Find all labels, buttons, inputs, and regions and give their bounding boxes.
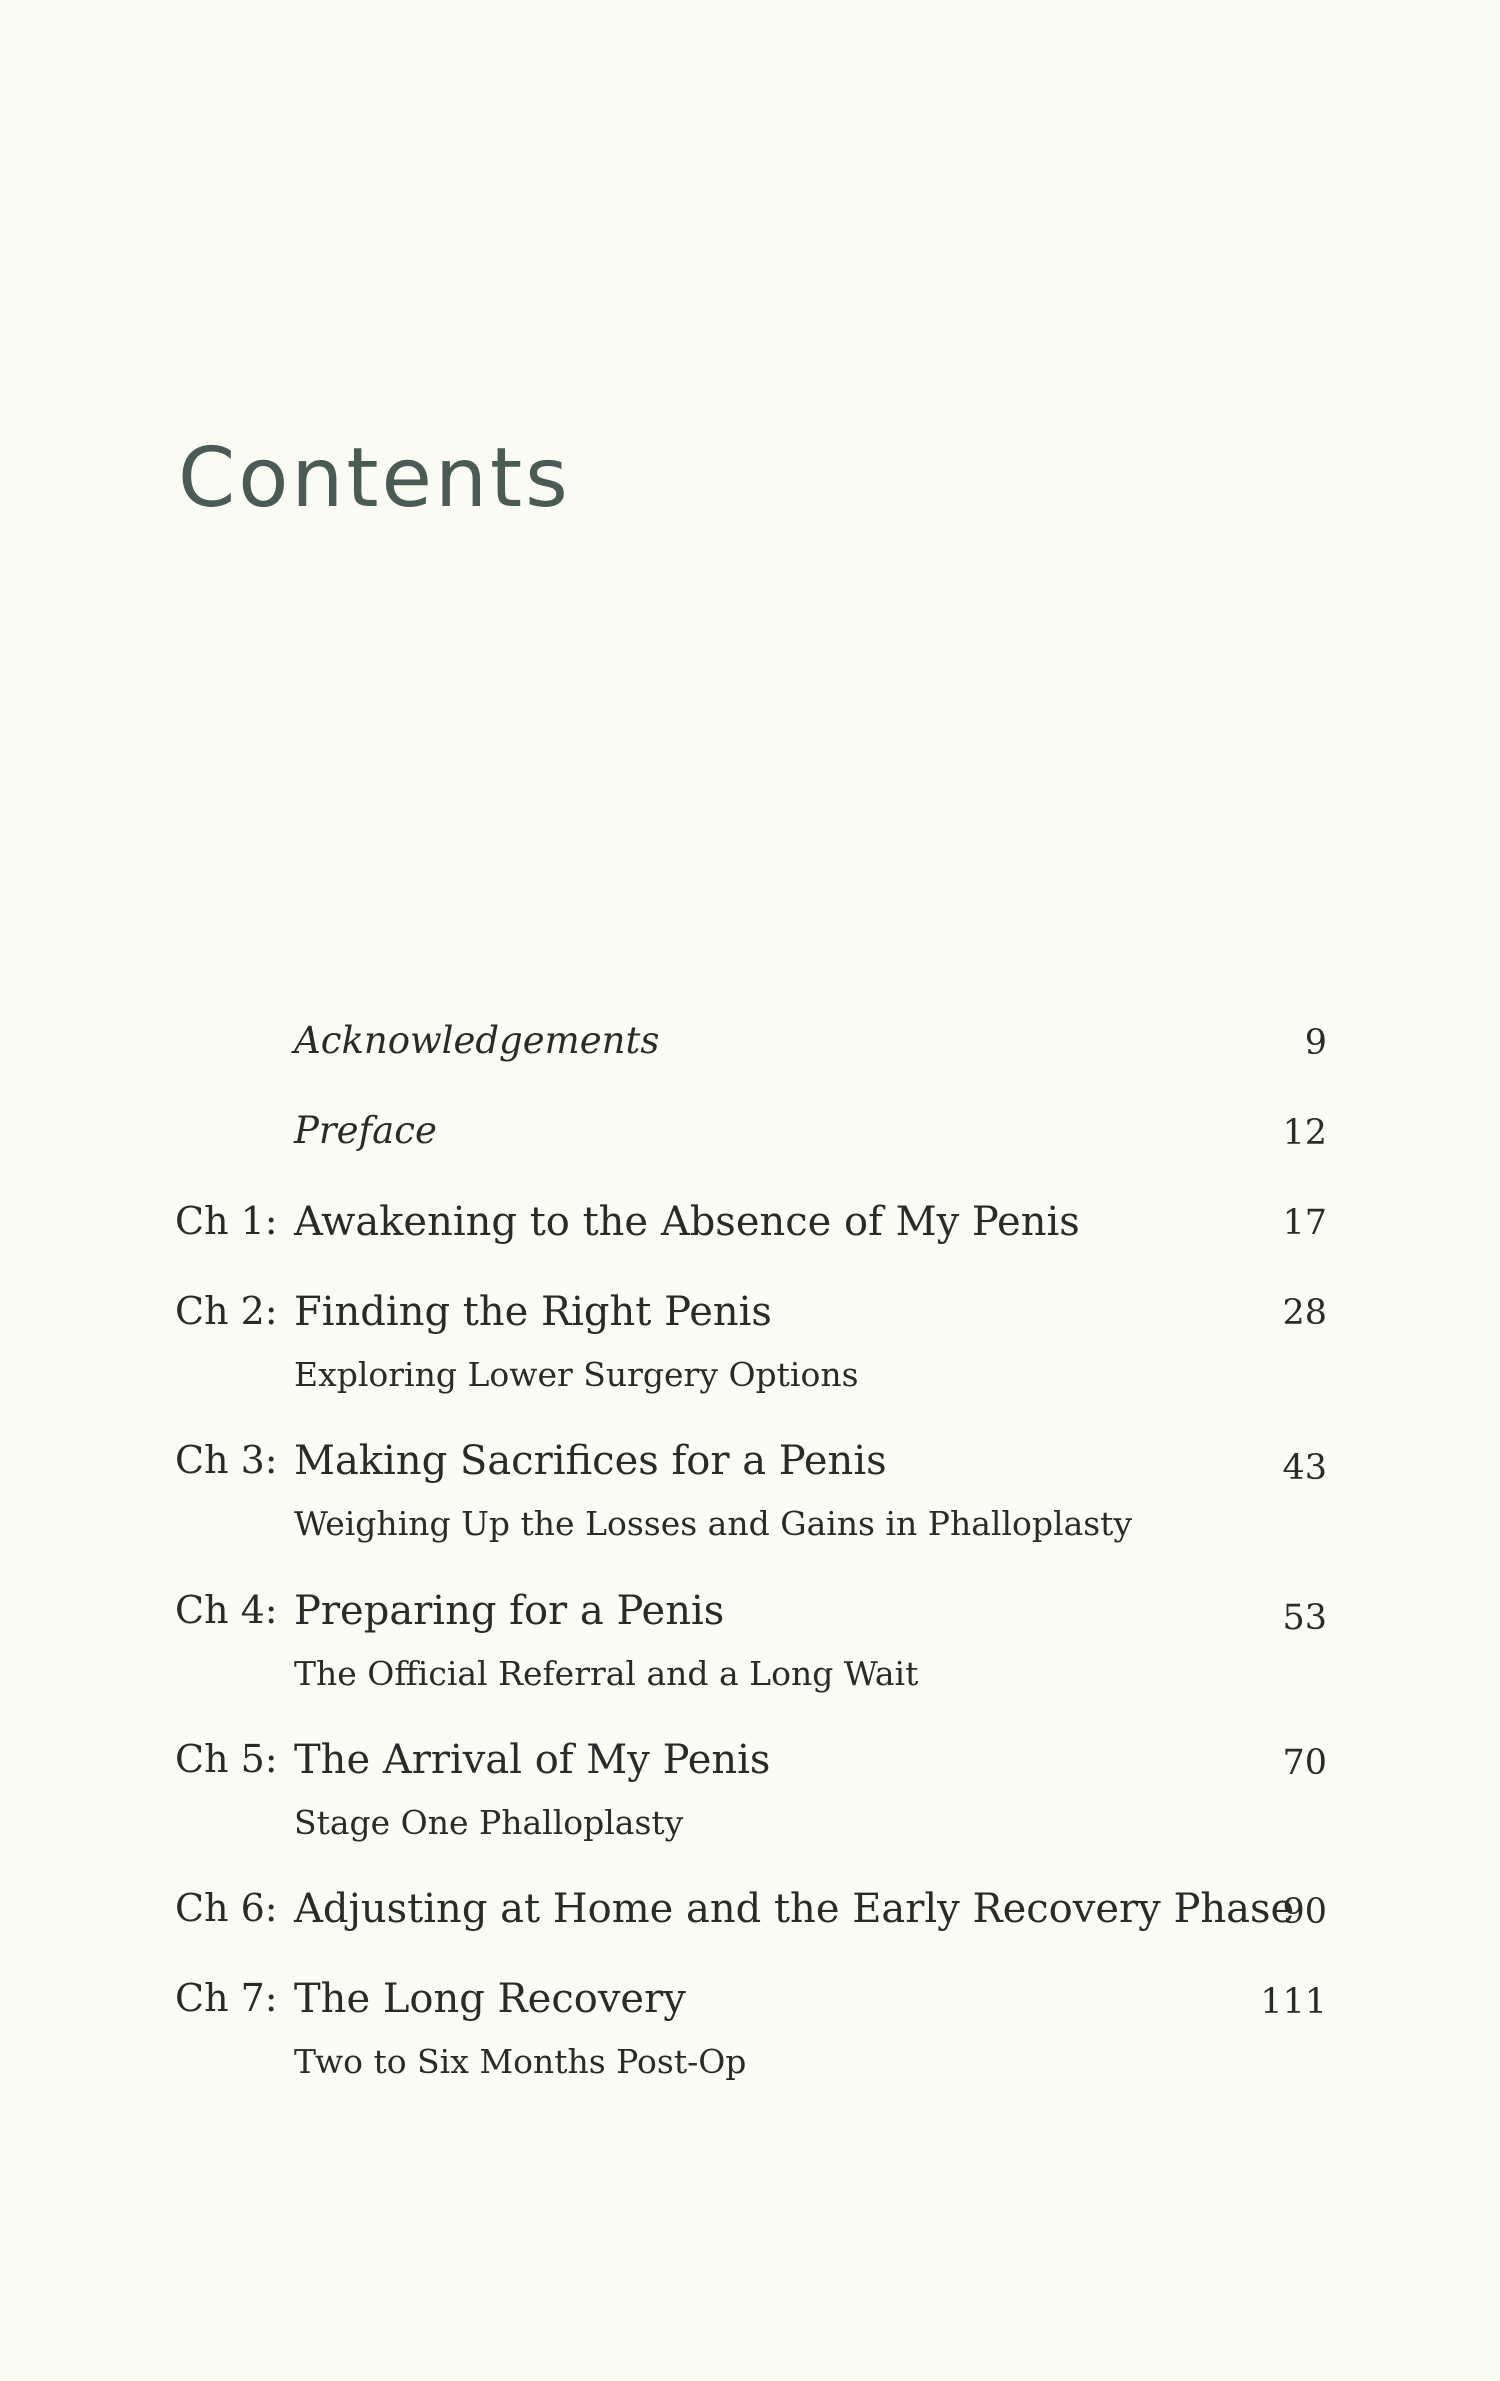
toc-entry-subtitle: The Official Referral and a Long Wait	[294, 1654, 919, 1693]
toc-entry-heading: Awakening to the Absence of My Penis	[294, 1199, 1080, 1245]
toc-entry-page: 9	[1304, 1023, 1327, 1063]
toc-chapter-label: Ch 3:	[175, 1438, 278, 1482]
toc-entry-heading: Preface	[294, 1109, 437, 1152]
toc-entry-page: 17	[1282, 1203, 1327, 1243]
toc-entry-page: 111	[1260, 1982, 1327, 2022]
toc-entry-subtitle: Stage One Phalloplasty	[294, 1803, 684, 1842]
toc-chapter-label: Ch 6:	[175, 1886, 278, 1930]
toc-entry-page: 90	[1282, 1892, 1327, 1932]
toc-chapter-label: Ch 1:	[175, 1199, 278, 1243]
toc-chapter-label: Ch 2:	[175, 1289, 278, 1333]
toc-entry-subtitle: Weighing Up the Losses and Gains in Phalloplasty	[294, 1504, 1133, 1543]
toc-entry-page: 12	[1282, 1113, 1327, 1153]
toc-entry-heading: Acknowledgements	[294, 1019, 660, 1062]
toc-chapter-label: Ch 4:	[175, 1588, 278, 1632]
toc-entry-page: 43	[1282, 1448, 1327, 1488]
toc-entry-page: 70	[1282, 1743, 1327, 1783]
toc-entry-subtitle: Two to Six Months Post-Op	[294, 2042, 747, 2081]
toc-chapter-label: Ch 7:	[175, 1976, 278, 2020]
toc-entry-heading: Making Sacrifices for a Penis	[294, 1438, 887, 1484]
toc-entry-page: 28	[1282, 1293, 1327, 1333]
toc-entry-subtitle: Exploring Lower Surgery Options	[294, 1355, 859, 1394]
toc-chapter-label: Ch 5:	[175, 1737, 278, 1781]
toc-entry-heading: The Long Recovery	[294, 1976, 686, 2022]
page-title: Contents	[178, 431, 571, 526]
toc-entry-heading: Adjusting at Home and the Early Recovery Phase	[294, 1886, 1295, 1932]
toc-entry-page: 53	[1282, 1598, 1327, 1638]
toc-entry-heading: The Arrival of My Penis	[294, 1737, 771, 1783]
toc-entry-heading: Preparing for a Penis	[294, 1588, 725, 1634]
toc-entry-heading: Finding the Right Penis	[294, 1289, 772, 1335]
